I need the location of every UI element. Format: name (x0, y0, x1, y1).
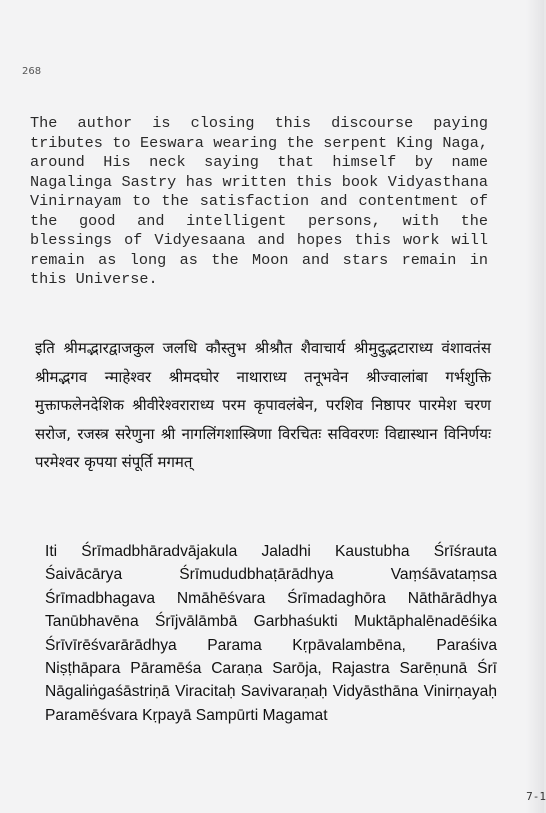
page-edge-shadow (526, 0, 544, 813)
transliteration-paragraph: Iti Śrīmadbhāradvājakula Jaladhi Kaustubha Śrīśrauta Śaivācārya Śrīmududbhaṭārādhya Vaṃśāvataṃsa Śrīmadbhagava Nmāhēśvara Śrīmadaghōra Nāthārādhya Tanūbhavēna Śrījvālāmbā Garbhaśukti Muktāphalēnadēśika Śrīvīrēśvarārādhya Parama Kṛpāvalambēna, Paraśiva Niṣṭhāpara Pāramēśa Caraṇa Sarōja, Rajastra Sarēṇunā Śrī Nāgaliṅgaśāstriṇā Viracitaḥ Savivaraṇaḥ Vidyāsthāna Vinirṇayaḥ Paramēśvara Kṛpayā Sampūrti Magamat (45, 543, 497, 724)
footer-signature-mark: 7-1 (526, 790, 546, 803)
english-paragraph: The author is closing this discourse paying tributes to Eeswara wearing the serpent King Naga, around His neck saying that himself by name Nagalinga Sastry has written this book Vidyasthana Vinirnayam to the satisfaction and contentment of the good and intelligent persons, with the blessings of Vidyesaana and hopes this work will remain as long as the Moon and stars remain in this Universe. (30, 114, 488, 288)
page-number: 268 (22, 66, 42, 77)
sanskrit-paragraph: इति श्रीमद्भारद्वाजकुल जलधि कौस्तुभ श्रीश्रौत शैवाचार्य श्रीमुदुद्भटाराध्य वंशावतंस श्रीमद्भगव न्माहेश्वर श्रीमदघोर नाथाराध्य तनूभवेन श्रीज्वालांबा गर्भशुक्ति मुक्ताफलेनदेशिक श्रीवीरेश्वराराध्य परम कृपावलंबेन, परशिव निष्ठापर पारमेश चरण सरोज, रजस्त्र सरेणुना श्री नागलिंगशास्त्रिणा विरचितः सविवरणः विद्यास्थान विनिर्णयः परमेश्वर कृपया संपूर्ति मगमत् (35, 339, 491, 471)
